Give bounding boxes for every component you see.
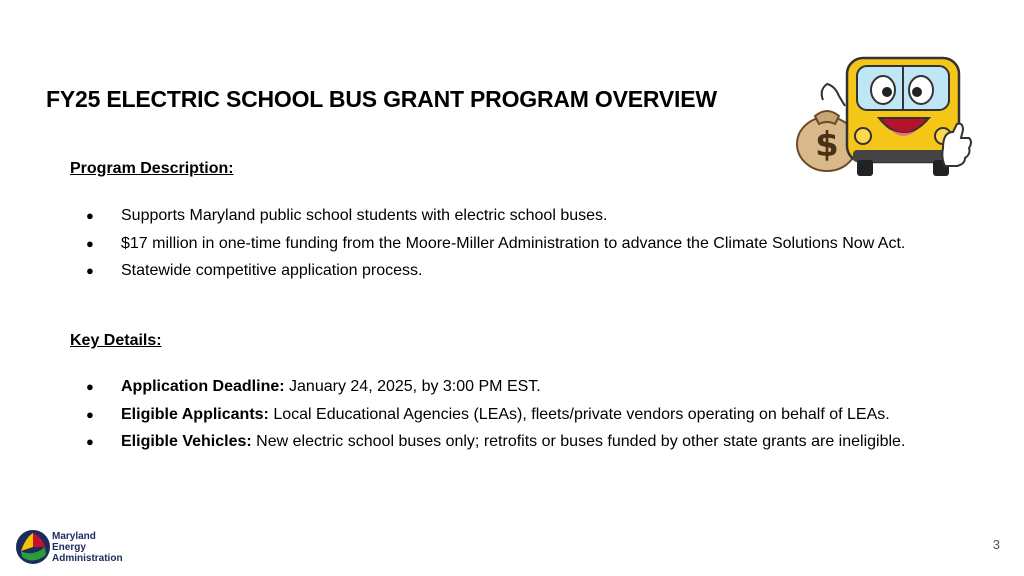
list-item: ● $17 million in one-time funding from the Moore-Miller Administration to advance the Climate Solutions Now Act. bbox=[70, 230, 990, 258]
bullet-icon: ● bbox=[86, 379, 94, 394]
svg-text:Administration: Administration bbox=[52, 553, 123, 564]
detail-label: Eligible Vehicles: bbox=[121, 433, 252, 450]
slide-title: FY25 ELECTRIC SCHOOL BUS GRANT PROGRAM OVERVIEW bbox=[46, 86, 717, 112]
key-details-list bbox=[70, 373, 990, 456]
detail-label: Eligible Applicants: bbox=[121, 405, 269, 423]
list-item: ● Statewide competitive application process. bbox=[70, 257, 990, 285]
list-item bbox=[70, 373, 990, 401]
svg-text:Maryland: Maryland bbox=[52, 531, 96, 542]
page-number: 3 bbox=[992, 537, 1000, 552]
list-item bbox=[70, 428, 990, 456]
list-item: ● Supports Maryland public school students with electric school buses. bbox=[70, 202, 990, 230]
bullet-icon: ● bbox=[86, 235, 94, 251]
key-details-heading: Key Details: bbox=[70, 332, 162, 349]
program-description-heading: Program Description: bbox=[70, 160, 234, 177]
program-description-list bbox=[70, 202, 990, 285]
list-item bbox=[70, 401, 990, 429]
bullet-icon: ● bbox=[86, 406, 94, 422]
svg-text:Energy: Energy bbox=[52, 542, 86, 553]
svg-text:$: $ bbox=[815, 125, 839, 165]
bullet-icon: ● bbox=[86, 263, 94, 278]
maryland-energy-administration-logo bbox=[16, 527, 126, 567]
detail-label: Application Deadline: bbox=[121, 378, 285, 395]
detail-value: New electric school buses only; retrofits or buses funded by other state grants are ineligible. bbox=[251, 433, 906, 450]
detail-value: January 24, 2025, by 3:00 PM EST. bbox=[284, 378, 541, 395]
bullet-icon: ● bbox=[86, 208, 94, 223]
school-bus-mascot-illustration bbox=[793, 52, 973, 180]
detail-value: Local Educational Agencies (LEAs), fleets/private vendors operating on behalf of LEAs. bbox=[268, 405, 890, 423]
bullet-icon: ● bbox=[86, 434, 94, 449]
